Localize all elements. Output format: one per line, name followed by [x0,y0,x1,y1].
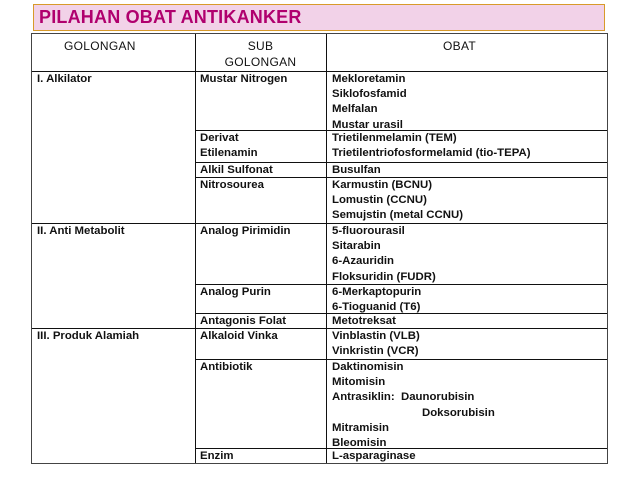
subgroup-analog-pirimidin: Analog Pirimidin [200,225,291,237]
drug-item: L-asparaginase [332,450,416,462]
drug-item: Busulfan [332,164,381,176]
drug-item: Mekloretamin [332,73,406,85]
page-title: PILAHAN OBAT ANTIKANKER [39,7,302,27]
header-sub-line-2: GOLONGAN [224,55,297,69]
column-divider-2 [326,34,327,463]
drug-item: Lomustin (CCNU) [332,194,427,207]
drug-item: Sitarabin [332,240,381,253]
drug-item: Mustar urasil [332,118,403,131]
drug-item: 6-Azauridin [332,255,395,268]
header-sub-line-1: SUB [247,39,274,53]
header-obat: OBAT [443,39,476,53]
header-sub-golongan [195,38,326,70]
drugs-analog-pirimidin [332,224,436,285]
drugs-derivat-etilenamin [332,131,531,161]
drug-item: Trietilenmelamin (TEM) [332,132,457,144]
subgroup-antagonis-folat: Antagonis Folat [200,315,287,327]
drug-item: Metotreksat [332,315,396,327]
column-divider-1 [195,34,196,463]
drug-item: 6-Tioguanid (T6) [332,301,421,314]
subgroup-derivat-etilenamin [200,131,258,161]
subgroup-analog-purin: Analog Purin [200,286,271,298]
group-anti-metabolit: II. Anti Metabolit [37,225,125,237]
drug-item: Melfalan [332,103,378,116]
drug-item: Daktinomisin [332,361,404,373]
drug-item: 6-Merkaptopurin [332,286,422,298]
drug-item: Floksuridin (FUDR) [332,270,436,283]
drugs-alkil-sulfonat [332,163,381,178]
drug-item: Semujstin (metal CCNU) [332,209,464,222]
group-produk-alamiah: III. Produk Alamiah [37,330,140,342]
drug-table [31,33,608,464]
drugs-nitrosourea [332,178,463,224]
drug-item: Antrasiklin: Daunorubisin [332,391,475,404]
drug-item: Karmustin (BCNU) [332,179,432,191]
drugs-enzim [332,449,416,464]
subgroup-antibiotik: Antibiotik [200,361,253,373]
drug-item: Doksorubisin [422,406,495,419]
drug-item: Siklofosfamid [332,88,407,101]
drug-item: Mitomisin [332,376,386,389]
subgroup-nitrosourea: Nitrosourea [200,179,264,191]
drug-item: Trietilentriofosformelamid (tio-TEPA) [332,147,531,160]
subgroup-line: Etilenamin [200,147,258,160]
drug-item: 5-fluorourasil [332,225,405,237]
drug-item: Vinkristin (VCR) [332,345,419,358]
subgroup-line: Derivat [200,132,239,144]
drugs-mustar-nitrogen [332,72,407,133]
header-golongan: GOLONGAN [64,39,136,53]
header-divider [32,71,607,72]
drugs-analog-purin [332,285,421,315]
drugs-alkaloid-vinka [332,329,420,359]
subgroup-alkil-sulfonat: Alkil Sulfonat [200,164,273,176]
group-alkilator: I. Alkilator [37,73,92,85]
drug-item: Bleomisin [332,437,387,450]
drugs-antagonis-folat [332,314,396,329]
title-bar [33,4,605,31]
drug-item: Vinblastin (VLB) [332,330,420,342]
drugs-antibiotik [332,360,495,451]
subgroup-alkaloid-vinka: Alkaloid Vinka [200,330,278,342]
subgroup-enzim: Enzim [200,450,234,462]
subgroup-mustar-nitrogen: Mustar Nitrogen [200,73,288,85]
drug-item: Mitramisin [332,421,389,434]
